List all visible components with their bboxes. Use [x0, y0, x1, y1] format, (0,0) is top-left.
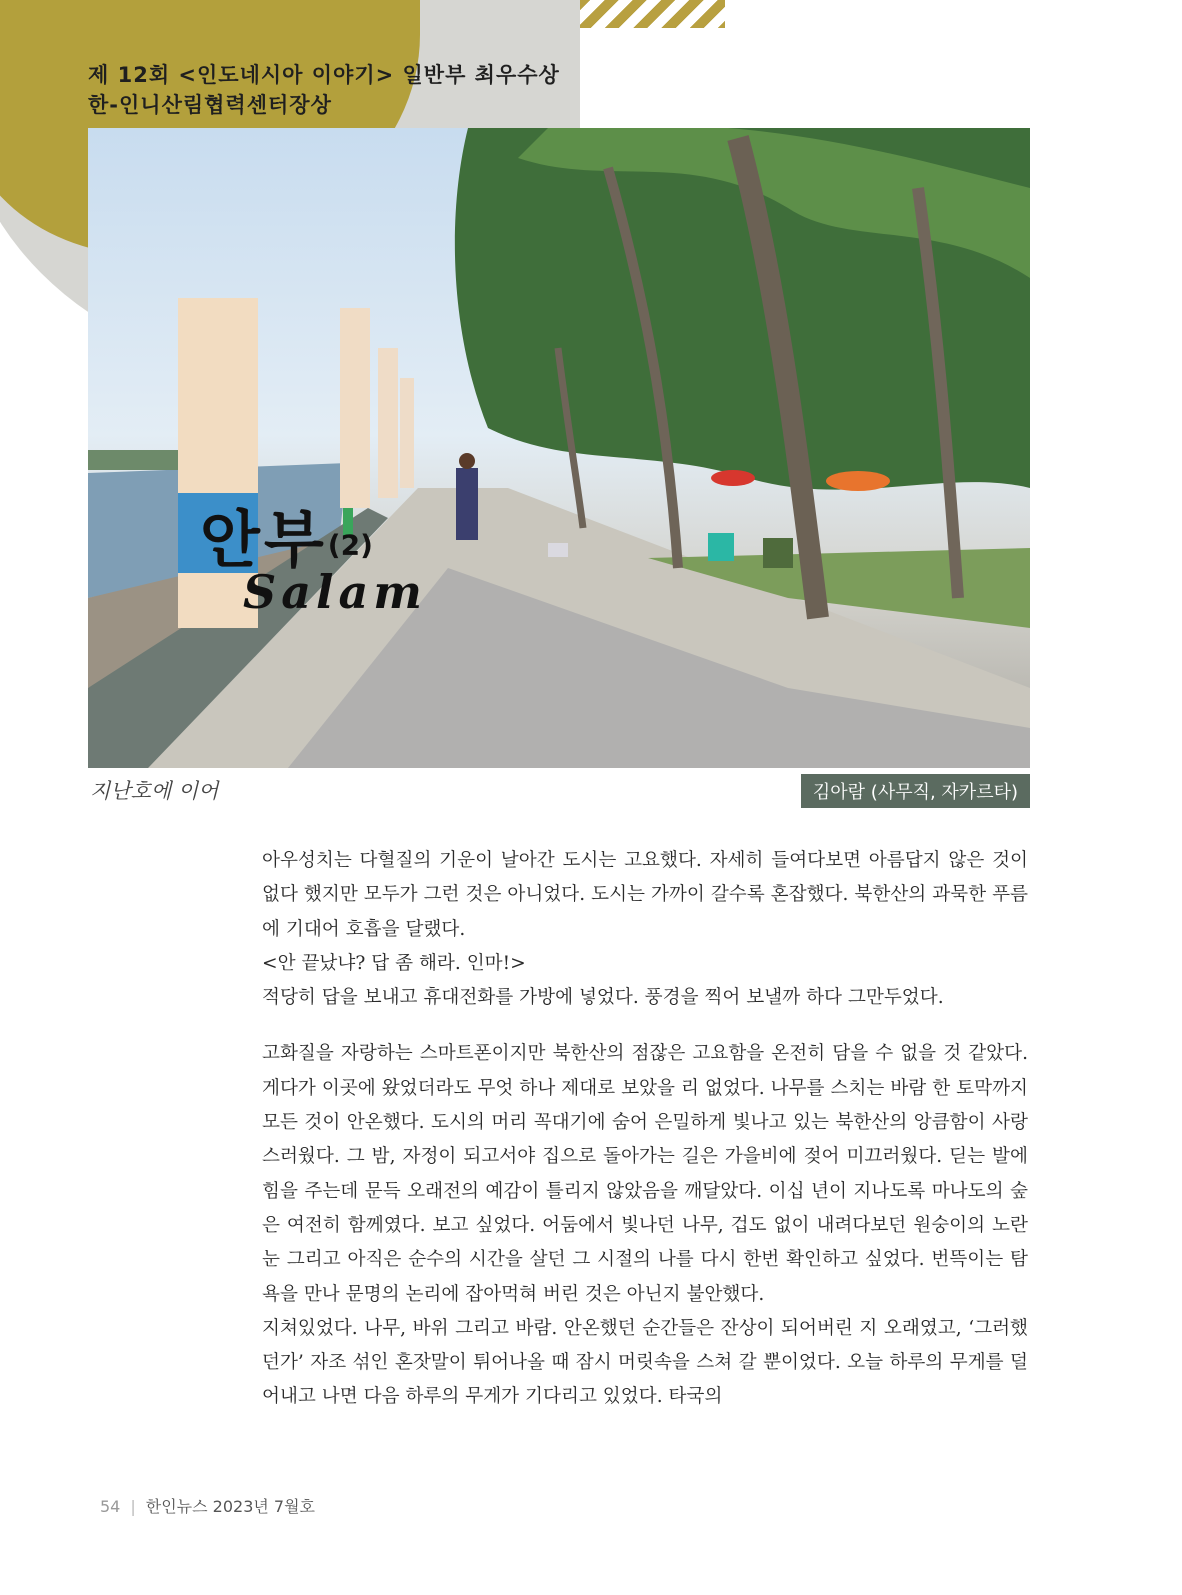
author-badge: 김아람 (사무직, 자카르타): [801, 774, 1030, 808]
promenade-illustration: [88, 128, 1030, 768]
paragraph: 아우성치는 다혈질의 기운이 날아간 도시는 고요했다. 자세히 들여다보면 아름답지 않은 것이 없다 했지만 모두가 그런 것은 아니었다. 도시는 가까이 갈수록 혼잡했다. 북한산의 과묵한 푸름에 기대어 호흡을 달랬다.: [262, 850, 1028, 940]
page-footer: [100, 1494, 315, 1517]
award-banner: [88, 60, 560, 120]
paragraph: 적당히 답을 보내고 휴대전화를 가방에 넣었다. 풍경을 찍어 보낼까 하다 그만두었다.: [262, 987, 944, 1009]
promenade-photo: [88, 128, 1030, 768]
paragraph: 고화질을 자랑하는 스마트폰이지만 북한산의 점잖은 고요함을 온전히 담을 수 없을 것 같았다. 게다가 이곳에 왔었더라도 무엇 하나 제대로 보았을 리 없었다. 나무를 스치는 바람 한 토막까지 모든 것이 안온했다. 도시의 머리 꼭대기에 숨어 은밀하게 빛나고 있는 북한산의 앙큼함이 사랑스러웠다. 그 밤, 자정이 되고서야 집으로 돌아가는 길은 가을비에 젖어 미끄러웠다. 딛는 발에 힘을 주는데 문득 오래전의 예감이 틀리지 않았음을 깨달았다. 이십 년이 지나도록 마나도의 숲은 여전히 함께였다. 보고 싶었다. 어둠에서 빛나던 나무, 겁도 없이 내려다보던 원숭이의 노란 눈 그리고 아직은 순수의 시간을 살던 그 시절의 나를 다시 한번 확인하고 싶었다. 번뜩이는 탐욕을 만나 문명의 논리에 잡아먹혀 버린 것은 아닌지 불안했다.: [262, 1043, 1028, 1305]
page-number: 54: [100, 1497, 121, 1516]
continued-label: 지난호에 이어: [90, 779, 219, 803]
paragraph-gap: [262, 1015, 1028, 1037]
title-number: (2): [327, 528, 373, 562]
paragraph: 지쳐있었다. 나무, 바위 그리고 바람. 안온했던 순간들은 잔상이 되어버린 지 오래였고, ‘그러했던가’ 자조 섞인 혼잣말이 튀어나올 때 잠시 머릿속을 스쳐 갈 뿐이었다. 오늘 하루의 무게를 덜어내고 나면 다음 하루의 무게가 기다리고 있었다. 타국의: [262, 1317, 1028, 1408]
footer-separator: |: [130, 1497, 136, 1516]
award-subtitle: 한-인니산림협력센터장상: [88, 93, 332, 117]
paragraph: <안 끝났냐? 답 좀 해라. 인마!>: [262, 952, 526, 974]
article-body: [262, 844, 1028, 1415]
article-title-english: Salam: [243, 565, 427, 619]
award-title: 제 12회 <인도네시아 이야기> 일반부 최우수상: [88, 63, 560, 87]
publication-name: 한인뉴스 2023년 7월호: [145, 1497, 316, 1516]
title-korean: 안부: [200, 503, 328, 576]
